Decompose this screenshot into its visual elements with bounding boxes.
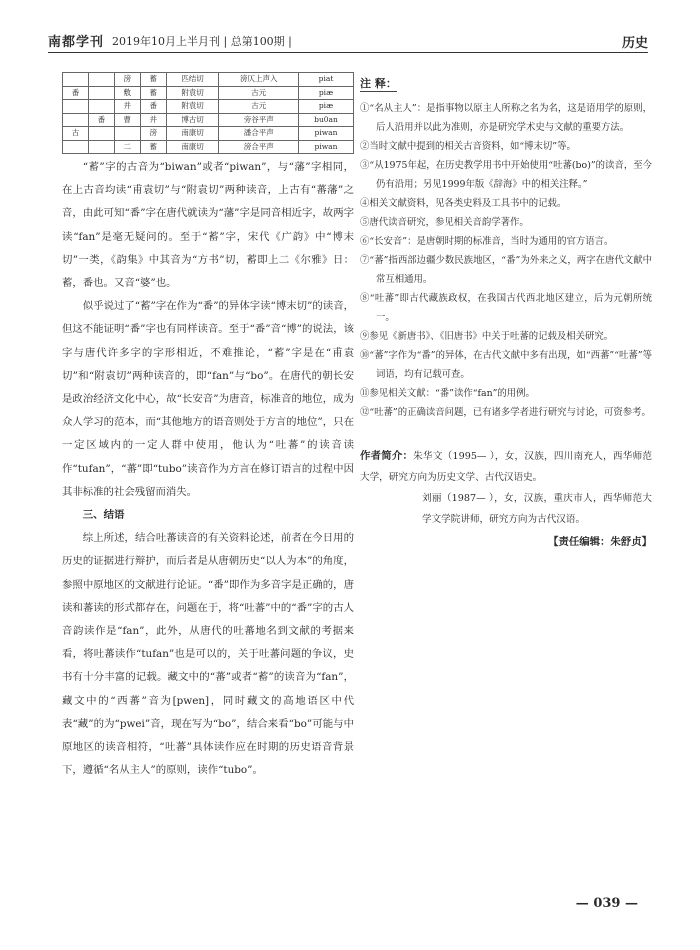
table-cell (63, 100, 89, 114)
table-cell: 博古切 (166, 113, 219, 127)
footnote (360, 251, 652, 289)
footnote-text: 唐代读音研究，参见相关音韵学著作。 (369, 217, 529, 229)
footnote (360, 403, 652, 422)
table-cell: 并 (140, 113, 166, 127)
footnote (360, 99, 652, 137)
table-cell: piwan (299, 140, 354, 154)
table-row (63, 86, 354, 100)
footnote-text: 当时文献中提到的相关古音资料，如“博末切”等。 (369, 141, 576, 153)
section-heading: 三、结语 (82, 509, 125, 522)
page-header (48, 30, 648, 52)
table-cell (88, 140, 114, 154)
table-cell: 滂仄上声入 (219, 73, 299, 87)
table-cell (88, 86, 114, 100)
table-cell: 敷 (114, 86, 140, 100)
footnote (360, 137, 652, 156)
footnote (360, 232, 652, 251)
header-rule (48, 52, 648, 53)
table-cell: 番 (88, 113, 114, 127)
table-cell: 曹 (114, 113, 140, 127)
notes-title: 注 释： (360, 77, 397, 90)
table-cell: 南康切 (166, 127, 219, 141)
body-paragraph: “蓄”字的古音为“biwan”或者“piwan”，与“藩”字相同，在上古音均读“甫袁切”与“附袁切”两种读音，上古有“蕃藩”之音，由此可知“番”字在唐代就读为“藩”字是同音相近字，故两字读“fan”是毫无疑问的。至于“蓄”字，宋代《广韵》中“博末切”一类，《韵集》中其音为“方书”切，蓄即上二《尔雅》日：蓄，番也。又音“婆”也。 (62, 161, 354, 290)
table-cell: 二 (114, 140, 140, 154)
footnote (360, 194, 652, 213)
issue-info: 2019年10月上半月刊 | 总第100期 | (112, 35, 292, 48)
table-cell: bu0an (299, 113, 354, 127)
footnote-text: “从1975年起，在历史教学用书中开始使用“吐蕃(bo)”的读音，至今仍有沿用；另见1999年版《辞海》中的相关注释。” (369, 160, 652, 191)
footnote-number: ③ (360, 160, 370, 172)
table-cell: 蓄 (140, 73, 166, 87)
footnote-number: ⑧ (360, 293, 370, 305)
table-cell (88, 100, 114, 114)
table-cell: 古元 (219, 86, 299, 100)
footnote (360, 346, 652, 384)
table-cell: piwan (299, 127, 354, 141)
footnote-number: ④ (360, 198, 370, 210)
author-1: 朱华文（1995— ），女，汉族，四川南充人，西华师范大学，研究方向为历史文学、古代汉语史。 (360, 451, 652, 484)
table-cell: 并 (114, 100, 140, 114)
footnote (360, 384, 652, 403)
table-row (63, 73, 354, 87)
right-column (360, 72, 652, 553)
page-number: — 039 — (575, 896, 638, 911)
bio-label: 作者简介： (360, 450, 414, 463)
responsible-editor: 【责任编辑：朱舒贞】 (548, 536, 652, 549)
table-cell: 旁谷平声 (219, 113, 299, 127)
footnote-number: ⑥ (360, 236, 370, 248)
table-cell: 滂合平声 (219, 140, 299, 154)
table-row (63, 127, 354, 141)
notes-list (360, 99, 652, 422)
table-cell: 古 (63, 127, 89, 141)
footnote-text: “蕃”字作为“番”的异体，在古代文献中多有出现，如“西蕃”“吐蕃”等词语，均有记载可查。 (369, 350, 652, 381)
footnote-number: ② (360, 141, 370, 153)
table-cell (63, 73, 89, 87)
footnote-text: “吐蕃”的正确读音问题，已有诸多学者进行研究与讨论，可资参考。 (369, 407, 651, 419)
table-cell: 附袁切 (166, 86, 219, 100)
table-cell: 古元 (219, 100, 299, 114)
table-cell: 滂 (114, 73, 140, 87)
footnote-text: 参见相关文献：“番”读作“fan”的用例。 (369, 388, 535, 400)
footnote-text: “名从主人”：是指事物以原主人所称之名为名，这是语用学的原则，后人沿用并以此为准则，亦是研究学术史与文献的重要方法。 (369, 103, 652, 134)
table-cell (88, 127, 114, 141)
footnote (360, 213, 652, 232)
table-cell: 蓄 (140, 86, 166, 100)
table-row (63, 100, 354, 114)
table-row (63, 140, 354, 154)
footnote (360, 289, 652, 327)
footnote-text: 相关文献资料，见各类史料及工具书中的记载。 (369, 198, 567, 210)
table-cell: piæ (299, 86, 354, 100)
footnote (360, 156, 652, 194)
footnote (360, 327, 652, 346)
table-cell: 潘合平声 (219, 127, 299, 141)
footnote-number: ① (360, 103, 370, 115)
left-column (62, 72, 354, 782)
pronunciation-table (62, 72, 354, 154)
table-cell: 番 (140, 100, 166, 114)
journal-logo: 南都学刊 (48, 35, 105, 50)
table-cell: 滂 (140, 127, 166, 141)
table-cell: 番 (63, 86, 89, 100)
table-cell (63, 113, 89, 127)
footnote-number: ⑤ (360, 217, 370, 229)
table-cell: piæ (299, 100, 354, 114)
footnote-number: ⑦ (360, 255, 370, 267)
footnote-text: 参见《新唐书》、《旧唐书》中关于吐蕃的记载及相关研究。 (369, 331, 614, 343)
footnote-text: “吐蕃”即古代藏族政权，在我国古代西北地区建立，后为元朝所统一。 (369, 293, 652, 324)
table-cell (114, 127, 140, 141)
author-2: 刘丽（1987— ），女，汉族，重庆市人，西华师范大学文学院讲师，研究方向为古代汉语。 (422, 493, 652, 526)
conclusion-paragraph: 综上所述，结合吐蕃读音的有关资料论述，前者在今日用的历史的证据进行辩护，而后者是从唐朝历史“以人为本”的角度，参照中原地区的文献进行论证。“番”即作为多音字是正确的，唐读和蕃读的形式都存在，问题在于，将“吐蕃”中的“番”字的古人音韵读作是“fan”，此外，从唐代的吐蕃地名到文献的考据来看，将吐蕃读作“tufan”也是可以的，关于吐蕃问题的争议，史书有十分丰富的记载。藏文中的“蕃”或者“蓄”的读音为“fan”，藏文中的“西蕃”音为[pwen]，同时藏文的高地语区中代表“藏”的为“pwei”音，现在写为“bo”，结合来看“bo”可能与中原地区的读音相符，“吐蕃”具体读作应在时期的历史语音背景下，遵循“名从主人”的原则，读作“tubo”。 (62, 532, 354, 777)
footnote-number: ⑩ (360, 350, 370, 362)
footnote-number: ⑨ (360, 331, 370, 343)
table-cell (63, 140, 89, 154)
table-cell: 匹结切 (166, 73, 219, 87)
footnote-number: ⑫ (360, 407, 370, 419)
table-cell: 南康切 (166, 140, 219, 154)
table-row (63, 113, 354, 127)
table-cell: 附袁切 (166, 100, 219, 114)
footnote-text: “蕃”指西部边疆少数民族地区，“番”为外来之义，两字在唐代文献中常互相通用。 (369, 255, 652, 286)
table-cell: piat (299, 73, 354, 87)
author-bio (360, 446, 652, 553)
body-paragraph: 似乎说过了“蓄”字在作为“番”的异体字读“博末切”的读音，但这不能证明“番”字也有同样读音。至于“番”音“博”的说法，该字与唐代许多字的字形相近，不难推论，“蓄”字是在“甫袁切”和“附袁切”两种读音的，即“fan”与“bo”。在唐代的朝长安是政治经济文化中心，故“长安音”为唐音，标准音的地位，成为众人学习的范本，而“其他地方的语音则处于方言的地位”，只在一定区域内的一定人群中使用，他认为“吐蕃”的读音读作“tufan”，“蕃”即“tubo”读音作为方言在修订语言的过程中因其非标准的社会残留而消失。 (62, 300, 354, 498)
table-cell (88, 73, 114, 87)
table-cell: 蓄 (140, 140, 166, 154)
footnote-text: “长安音”：是唐朝时期的标准音，当时为通用的官方语言。 (369, 236, 614, 248)
section-label: 历史 (621, 36, 648, 51)
footnote-number: ⑪ (360, 388, 370, 400)
